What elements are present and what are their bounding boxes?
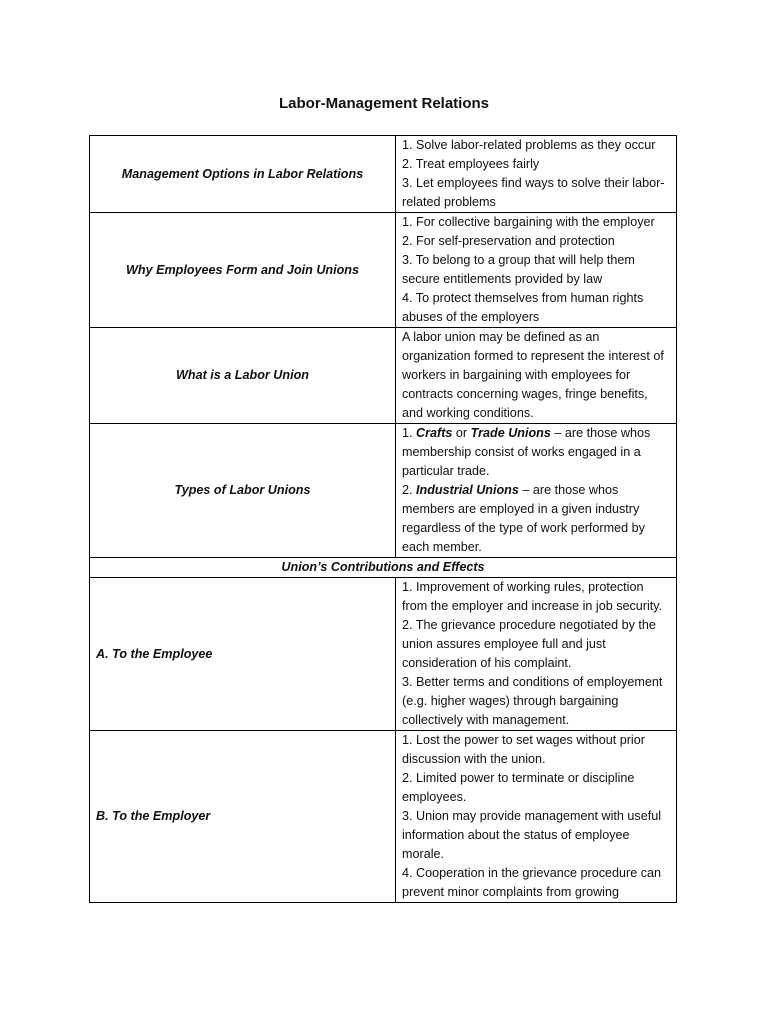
row-label: Types of Labor Unions (90, 424, 396, 558)
table-row (90, 213, 677, 328)
list-item: 1. Lost the power to set wages without prior discussion with the union. (402, 733, 645, 766)
list-item: 1. Solve labor-related problems as they occur (402, 138, 656, 152)
row-label: What is a Labor Union (90, 328, 396, 424)
item-description: – are those whos members are employed in a given industry regardless of the type of work performed by each member. (402, 483, 645, 554)
term-trade-unions: Trade Unions (470, 426, 551, 440)
table-row (90, 578, 677, 731)
row-content (396, 578, 677, 731)
list-item (402, 481, 670, 557)
row-label: Why Employees Form and Join Unions (90, 213, 396, 328)
item-number: 2. (402, 483, 417, 497)
term-joiner: or (452, 426, 471, 440)
list-item (402, 424, 670, 481)
row-content (396, 213, 677, 328)
list-item: 2. The grievance procedure negotiated by the union assures employee full and just consideration of his complaint. (402, 618, 656, 670)
list-item: 2. For self-preservation and protection (402, 234, 615, 248)
row-content (396, 731, 677, 903)
page-title: Labor-Management Relations (278, 95, 490, 112)
table-row (90, 136, 677, 213)
list-item: 1. Improvement of working rules, protection from the employer and increase in job security. (402, 580, 663, 613)
row-content (396, 328, 677, 424)
section-header: Union’s Contributions and Effects (90, 558, 677, 578)
item-description: – are those whos membership consist of works engaged in a particular trade. (402, 426, 651, 478)
definition-text: A labor union may be defined as an organization formed to represent the interest of workers in bargaining with employees for contracts concerning wages, fringe benefits, and working conditions. (402, 330, 664, 420)
list-item: 3. Better terms and conditions of employement (e.g. higher wages) through bargaining collectively with management. (402, 675, 663, 727)
list-item: 3. Let employees find ways to solve their labor-related problems (402, 176, 665, 209)
list-item: 1. For collective bargaining with the employer (402, 215, 655, 229)
table-row (90, 424, 677, 558)
row-label: Management Options in Labor Relations (90, 136, 396, 213)
table-row (90, 731, 677, 903)
row-label: A. To the Employee (90, 578, 396, 731)
list-item: 4. To protect themselves from human rights abuses of the employers (402, 291, 644, 324)
table-row (90, 328, 677, 424)
item-number: 1. (402, 426, 417, 440)
list-item: 4. Cooperation in the grievance procedure can prevent minor complaints from growing (402, 866, 662, 899)
list-item: 3. Union may provide management with useful information about the status of employee morale. (402, 809, 662, 861)
row-content (396, 136, 677, 213)
list-item: 2. Treat employees fairly (402, 157, 540, 171)
row-content (396, 424, 677, 558)
relations-table (89, 135, 677, 903)
list-item: 3. To belong to a group that will help them secure entitlements provided by law (402, 253, 635, 286)
list-item: 2. Limited power to terminate or discipline employees. (402, 771, 635, 804)
term-industrial-unions: Industrial Unions (416, 483, 519, 497)
term-crafts: Crafts (416, 426, 453, 440)
row-label: B. To the Employer (90, 731, 396, 903)
section-header-row (90, 558, 677, 578)
